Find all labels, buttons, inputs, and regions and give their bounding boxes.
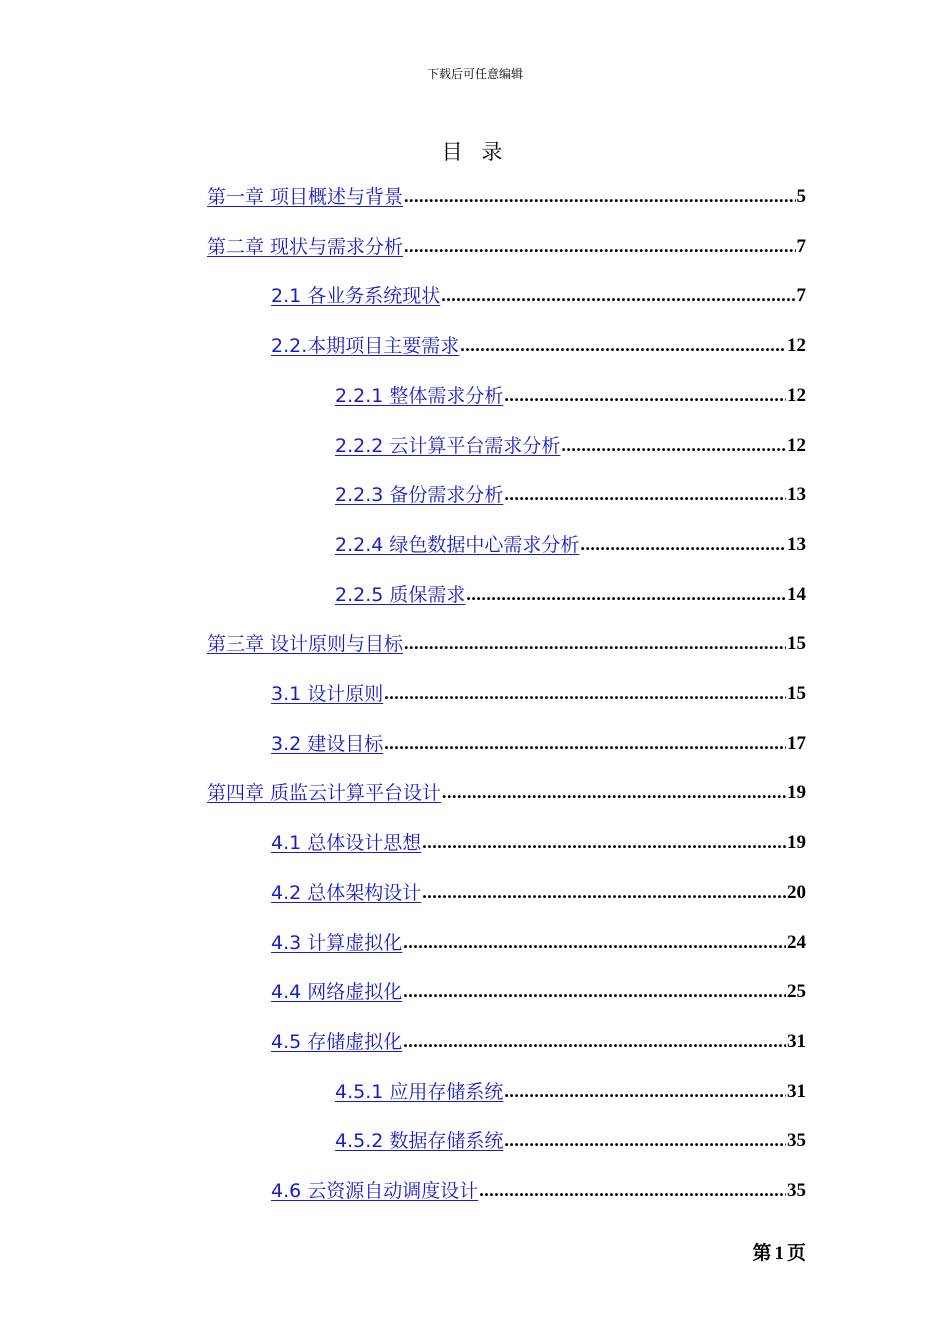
toc-entry-page-number: 19	[787, 832, 806, 853]
toc-entry[interactable]	[335, 379, 806, 409]
toc-entry-link[interactable]: 4.5.1 应用存储系统	[335, 1081, 504, 1103]
toc-entry-link[interactable]: 2.1 各业务系统现状	[271, 285, 441, 307]
toc-entry-page-number: 12	[787, 385, 806, 406]
toc-entry-link[interactable]: 4.3 计算虚拟化	[271, 932, 403, 954]
toc-entry-link[interactable]: 第一章 项目概述与背景	[207, 186, 404, 208]
toc-dot-leader	[384, 732, 786, 754]
footer-page-number: 1	[774, 1243, 784, 1264]
toc-entry-page-number: 35	[787, 1180, 806, 1201]
toc-entry-link[interactable]: 2.2.1 整体需求分析	[335, 385, 504, 407]
toc-entry-link[interactable]: 4.2 总体架构设计	[271, 882, 422, 904]
toc-entry-page-number: 14	[787, 584, 806, 605]
toc-dot-leader	[504, 1080, 786, 1102]
toc-entry[interactable]	[271, 1025, 806, 1055]
toc-entry-page-number: 25	[787, 981, 806, 1002]
toc-dot-leader	[422, 881, 786, 903]
toc-dot-leader	[460, 334, 786, 356]
toc-entry[interactable]	[207, 776, 806, 806]
toc-title: 目 录	[441, 140, 509, 164]
toc-entry-link[interactable]: 2.2.4 绿色数据中心需求分析	[335, 534, 580, 556]
toc-entry-page-number: 20	[787, 882, 806, 903]
toc-entry-page-number: 5	[796, 186, 806, 207]
toc-entry[interactable]	[271, 727, 806, 757]
toc-entry[interactable]	[335, 1124, 806, 1154]
toc-dot-leader	[403, 980, 786, 1002]
toc-entry-link[interactable]: 第二章 现状与需求分析	[207, 236, 404, 258]
toc-entry[interactable]	[271, 826, 806, 856]
toc-dot-leader	[441, 284, 795, 306]
toc-entry[interactable]	[271, 975, 806, 1005]
toc-entry[interactable]	[335, 1075, 806, 1105]
toc-entry[interactable]	[271, 876, 806, 906]
toc-dot-leader	[404, 235, 795, 257]
toc-dot-leader	[504, 1129, 786, 1151]
toc-entry[interactable]	[335, 478, 806, 508]
toc-entry-link[interactable]: 4.1 总体设计思想	[271, 832, 422, 854]
toc-entry-link[interactable]: 2.2.5 质保需求	[335, 584, 466, 606]
toc-entry-link[interactable]: 4.5.2 数据存储系统	[335, 1130, 504, 1152]
toc-entry-link[interactable]: 4.4 网络虚拟化	[271, 981, 403, 1003]
toc-entry-link[interactable]: 2.2.2 云计算平台需求分析	[335, 435, 561, 457]
toc-entry[interactable]	[271, 677, 806, 707]
toc-entry-link[interactable]: 第三章 设计原则与目标	[207, 633, 404, 655]
toc-entry[interactable]	[207, 230, 806, 260]
toc-entry-page-number: 13	[787, 484, 806, 505]
toc-dot-leader	[442, 781, 786, 803]
toc-entry-page-number: 12	[787, 435, 806, 456]
toc-entry-page-number: 15	[787, 633, 806, 654]
toc-dot-leader	[466, 583, 786, 605]
toc-dot-leader	[404, 185, 795, 207]
toc-dot-leader	[561, 434, 786, 456]
toc-dot-leader	[403, 1030, 786, 1052]
toc-dot-leader	[384, 682, 786, 704]
toc-entry-page-number: 31	[787, 1031, 806, 1052]
toc-entry-link[interactable]: 第四章 质监云计算平台设计	[207, 782, 442, 804]
toc-entry[interactable]	[271, 1174, 806, 1204]
toc-dot-leader	[422, 831, 786, 853]
toc-dot-leader	[580, 533, 786, 555]
toc-entry[interactable]	[271, 926, 806, 956]
toc-entry[interactable]	[207, 627, 806, 657]
toc-dot-leader	[403, 931, 786, 953]
toc-entry-link[interactable]: 2.2.本期项目主要需求	[271, 335, 460, 357]
toc-dot-leader	[504, 384, 786, 406]
toc-entry-link[interactable]: 4.6 云资源自动调度设计	[271, 1180, 479, 1202]
toc-entry-page-number: 24	[787, 932, 806, 953]
toc-entry[interactable]	[271, 279, 806, 309]
toc-entry[interactable]	[335, 528, 806, 558]
toc-entry-page-number: 13	[787, 534, 806, 555]
toc-entry-page-number: 12	[787, 335, 806, 356]
footer-prefix: 第	[752, 1242, 772, 1264]
toc-entry-link[interactable]: 4.5 存储虚拟化	[271, 1031, 403, 1053]
toc-dot-leader	[504, 483, 786, 505]
page-footer	[752, 1240, 806, 1267]
toc-entry-page-number: 19	[787, 782, 806, 803]
toc-entry-page-number: 17	[787, 733, 806, 754]
toc-dot-leader	[404, 632, 786, 654]
toc-entry[interactable]	[335, 429, 806, 459]
toc-entry-page-number: 31	[787, 1081, 806, 1102]
toc-entry[interactable]	[335, 578, 806, 608]
toc-entry-link[interactable]: 3.2 建设目标	[271, 733, 384, 755]
toc-entry-link[interactable]: 2.2.3 备份需求分析	[335, 484, 504, 506]
toc-entry[interactable]	[207, 180, 806, 210]
toc-entry-link[interactable]: 3.1 设计原则	[271, 683, 384, 705]
toc-entry[interactable]	[271, 329, 806, 359]
toc-entry-page-number: 35	[787, 1130, 806, 1151]
toc-entry-page-number: 7	[796, 236, 806, 257]
toc-entry-page-number: 15	[787, 683, 806, 704]
toc-entry-page-number: 7	[796, 285, 806, 306]
toc-dot-leader	[479, 1179, 786, 1201]
header-note: 下载后可任意编辑	[426, 67, 523, 81]
footer-suffix: 页	[786, 1242, 806, 1264]
